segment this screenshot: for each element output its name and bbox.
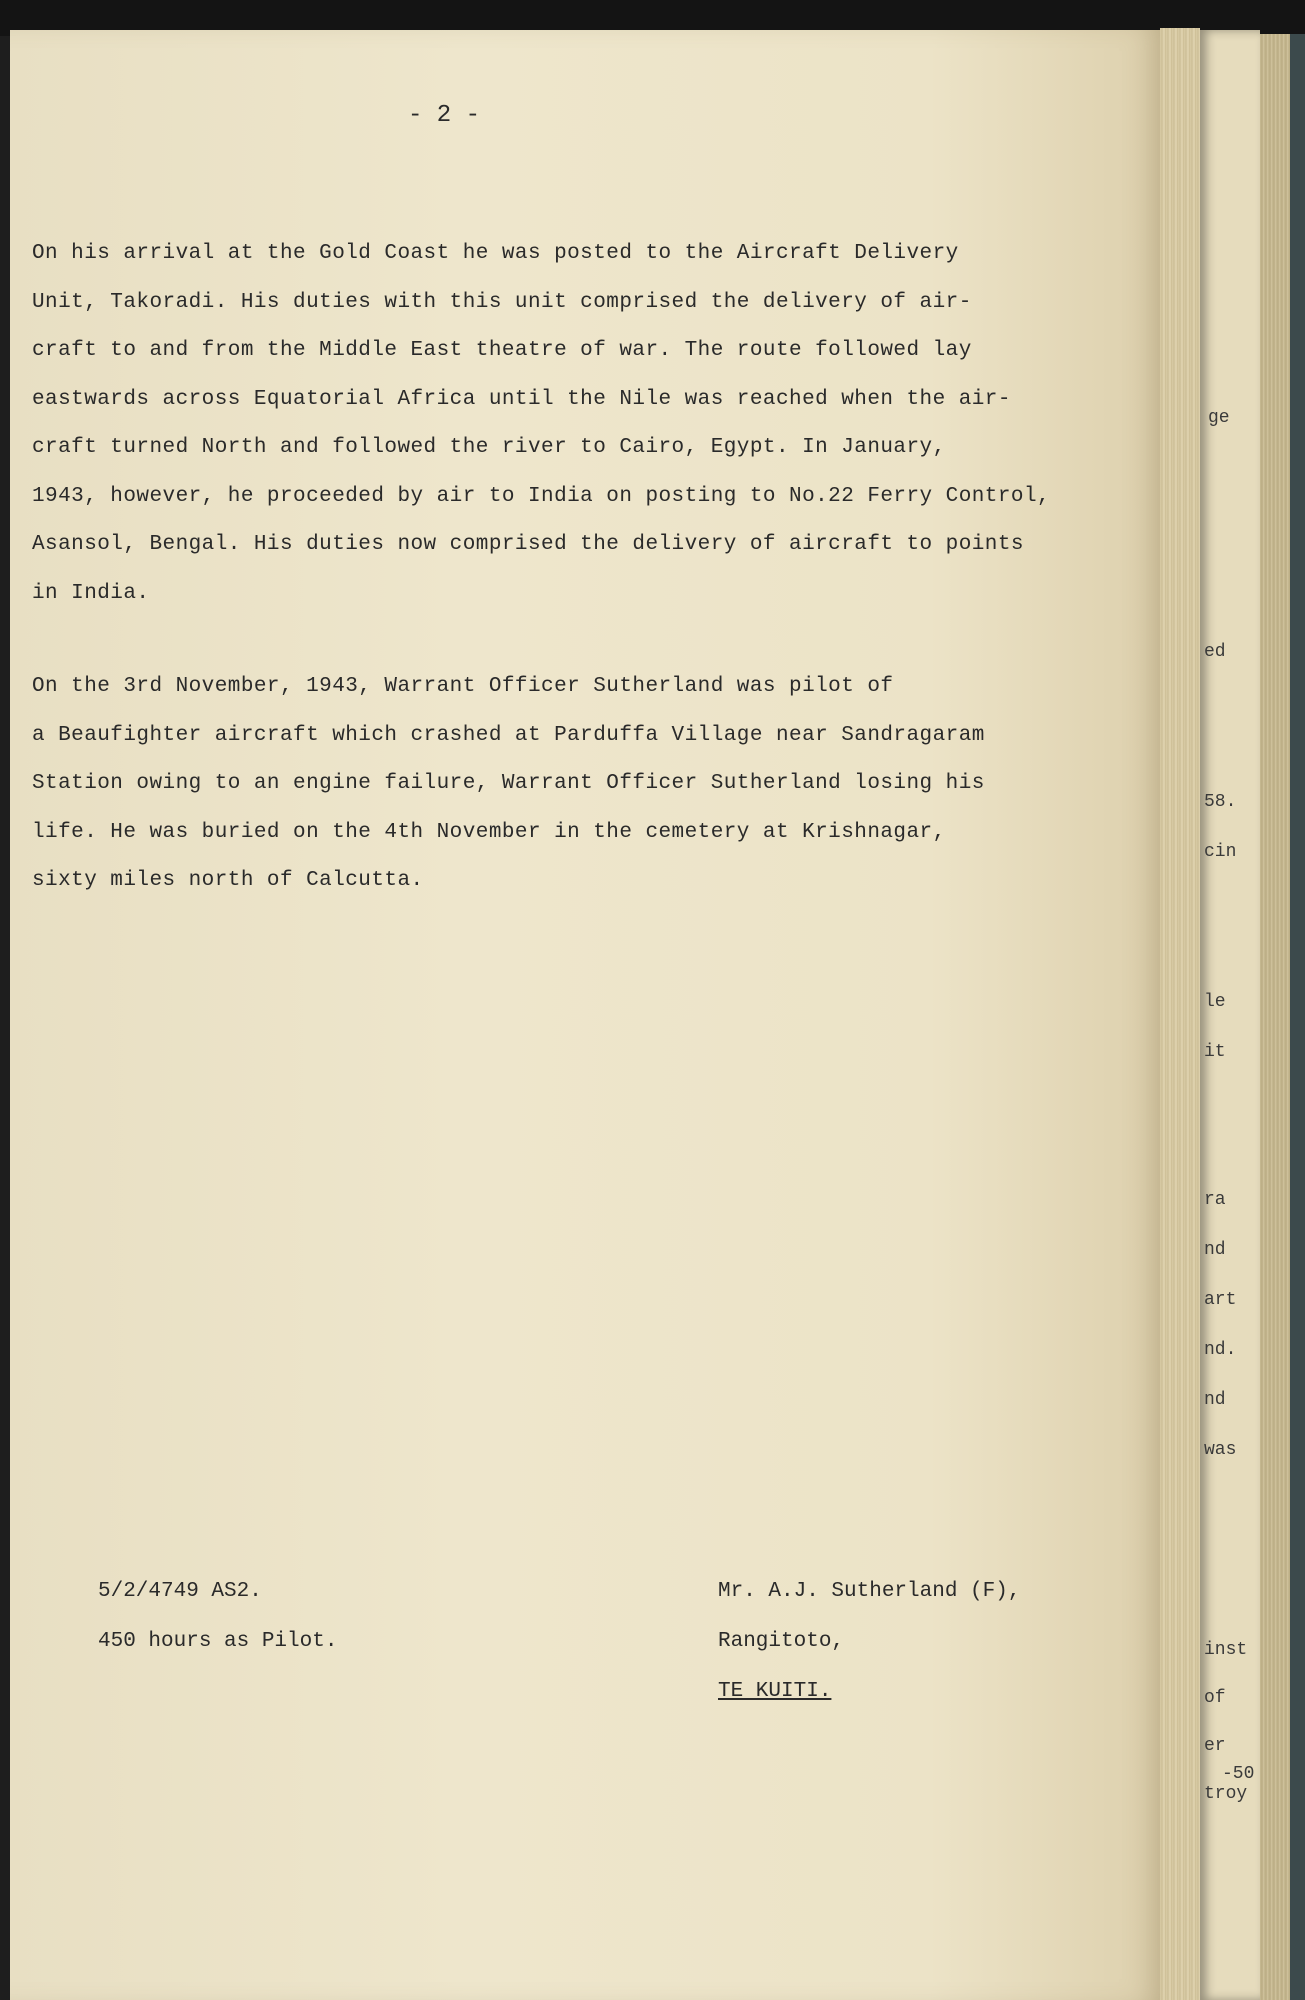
book-cover bbox=[1290, 34, 1305, 2000]
page-edges bbox=[1160, 28, 1200, 2000]
margin-fragment: er bbox=[1204, 1736, 1226, 1756]
margin-fragment: ge bbox=[1208, 408, 1230, 428]
margin-fragment: troy bbox=[1204, 1784, 1248, 1804]
page-number: - 2 - bbox=[408, 102, 481, 129]
paragraph-delivery-unit: On his arrival at the Gold Coast he was posted to the Aircraft Delivery Unit, Takoradi. His duties with this unit comprised the delivery of air- craft to and from the Middle East theatre of war. The route followed lay eastwards across Equatorial Africa until the Nile was reached when the air- craft turned North and followed the river to Cairo, Egypt. In January, 1943, however, he proceeded by air to India on posting to No.22 Ferry Control, Asansol, Bengal. His duties now comprised the delivery of aircraft to points in India. bbox=[32, 242, 1051, 605]
margin-fragment: ed bbox=[1204, 642, 1226, 662]
recipient-town: TE KUITI. bbox=[718, 1680, 832, 1703]
margin-fragment: nd. bbox=[1204, 1340, 1237, 1360]
reference-block bbox=[98, 1567, 337, 1667]
margin-fragment: cin bbox=[1204, 842, 1237, 862]
address-block bbox=[718, 1567, 1020, 1717]
recipient-place: Rangitoto, bbox=[718, 1630, 845, 1653]
margin-fragment: inst bbox=[1204, 1640, 1248, 1660]
margin-fragment: was bbox=[1204, 1440, 1237, 1460]
margin-fragment: it bbox=[1204, 1042, 1226, 1062]
margin-fragment: of bbox=[1204, 1688, 1226, 1708]
document-page bbox=[10, 30, 1160, 2000]
next-page-strip bbox=[1200, 30, 1260, 2000]
margin-fragment: art bbox=[1204, 1290, 1237, 1310]
margin-fragment: 58. bbox=[1204, 792, 1237, 812]
file-reference: 5/2/4749 AS2. bbox=[98, 1580, 262, 1603]
margin-fragment: ra bbox=[1204, 1190, 1226, 1210]
pilot-hours: 450 hours as Pilot. bbox=[98, 1630, 338, 1653]
recipient-name: Mr. A.J. Sutherland (F), bbox=[718, 1580, 1021, 1603]
margin-fragment: nd bbox=[1204, 1240, 1226, 1260]
paragraph-crash-report: On the 3rd November, 1943, Warrant Officer Sutherland was pilot of a Beaufighter aircraft which crashed at Parduffa Village near Sandragaram Station owing to an engine failure, Warrant Officer Sutherland losing his life. He was buried on the 4th November in the cemetery at Krishnagar, sixty miles north of Calcutta. bbox=[32, 675, 985, 892]
margin-fragment: nd bbox=[1204, 1390, 1226, 1410]
margin-fragment: -50 bbox=[1222, 1764, 1255, 1784]
margin-fragment: le bbox=[1204, 992, 1226, 1012]
